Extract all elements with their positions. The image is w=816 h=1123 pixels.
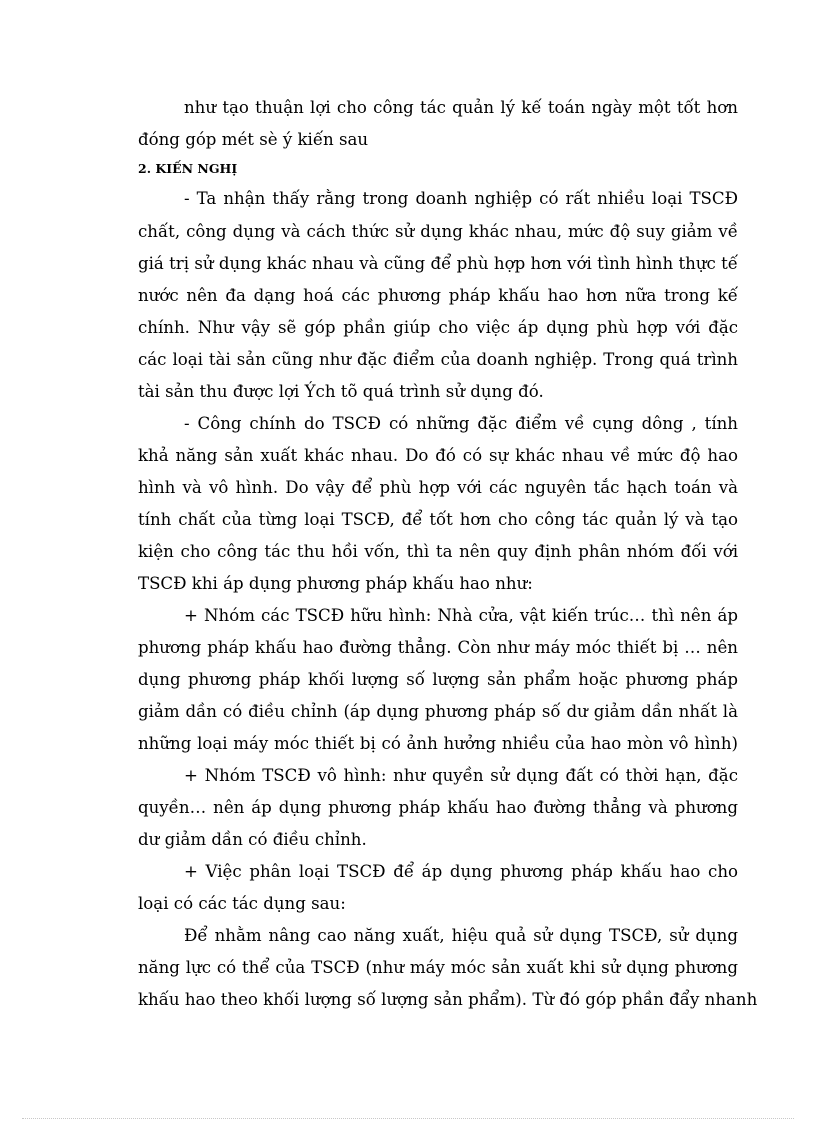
text-line: dư giảm dần có điều chỉnh. <box>138 830 367 849</box>
text-line: - Công chính do TSCĐ có những đặc điểm về cụng dông , tính <box>184 414 738 433</box>
text-line: những loại máy móc thiết bị có ảnh hưởng nhiều của hao mòn vô hình) <box>138 734 738 753</box>
text-line: + Nhóm TSCĐ vô hình: như quyền sử dụng đất có thời hạn, đặc <box>184 766 738 785</box>
text-line: dụng phương pháp khối lượng số lượng sản phẩm hoặc phương pháp <box>138 670 738 689</box>
text-line: tài sản thu được lợi Ých tõ quá trình sử dụng đó. <box>138 382 544 401</box>
text-line: giá trị sử dụng khác nhau và cũng để phù hợp hơn với tình hình thực tế <box>138 254 738 273</box>
text-line: giảm dần có điều chỉnh (áp dụng phương pháp số dư giảm dần nhất là <box>138 702 738 721</box>
text-line: chính. Như vậy sẽ góp phần giúp cho việc áp dụng phù hợp với đặc <box>138 318 738 337</box>
text-line: kiện cho công tác thu hồi vốn, thì ta nên quy định phân nhóm đối với <box>138 542 738 561</box>
text-line: quyền… nên áp dụng phương pháp khấu hao đường thẳng và phương <box>138 798 738 817</box>
text-line: loại có các tác dụng sau: <box>138 894 346 913</box>
text-line: như tạo thuận lợi cho công tác quản lý kế toán ngày một tốt hơn <box>184 98 738 117</box>
text-line: nước nên đa dạng hoá các phương pháp khấu hao hơn nữa trong kế <box>138 286 738 305</box>
page-bottom-divider <box>22 1118 794 1119</box>
text-line: + Nhóm các TSCĐ hữu hình: Nhà cửa, vật kiến trúc… thì nên áp <box>184 606 738 625</box>
section-heading: 2. KIẾN NGHỊ <box>138 161 238 176</box>
text-line: tính chất của từng loại TSCĐ, để tốt hơn cho công tác quản lý và tạo <box>138 510 738 529</box>
text-line: Để nhằm nâng cao năng xuất, hiệu quả sử dụng TSCĐ, sử dụng <box>184 926 738 945</box>
text-line: chất, công dụng và cách thức sử dụng khác nhau, mức độ suy giảm về <box>138 222 738 241</box>
text-line: - Ta nhận thấy rằng trong doanh nghiệp có rất nhiều loại TSCĐ <box>184 189 738 208</box>
text-line: hình và vô hình. Do vậy để phù hợp với các nguyên tắc hạch toán và <box>138 478 738 497</box>
text-line: các loại tài sản cũng như đặc điểm của doanh nghiệp. Trong quá trình <box>138 350 738 369</box>
text-line: đóng góp mét sè ý kiến sau <box>138 130 369 149</box>
text-line: + Việc phân loại TSCĐ để áp dụng phương pháp khấu hao cho <box>184 862 738 881</box>
text-line: TSCĐ khi áp dụng phương pháp khấu hao như: <box>138 574 533 593</box>
text-line: phương pháp khấu hao đường thẳng. Còn như máy móc thiết bị … nên <box>138 638 738 657</box>
document-body <box>138 92 758 1016</box>
text-line: khấu hao theo khối lượng số lượng sản phẩm). Từ đó góp phần đẩy nhanh <box>138 990 758 1009</box>
text-line: khả năng sản xuất khác nhau. Do đó có sự khác nhau về mức độ hao <box>138 446 738 465</box>
text-line: năng lực có thể của TSCĐ (như máy móc sản xuất khi sử dụng phương <box>138 958 738 977</box>
